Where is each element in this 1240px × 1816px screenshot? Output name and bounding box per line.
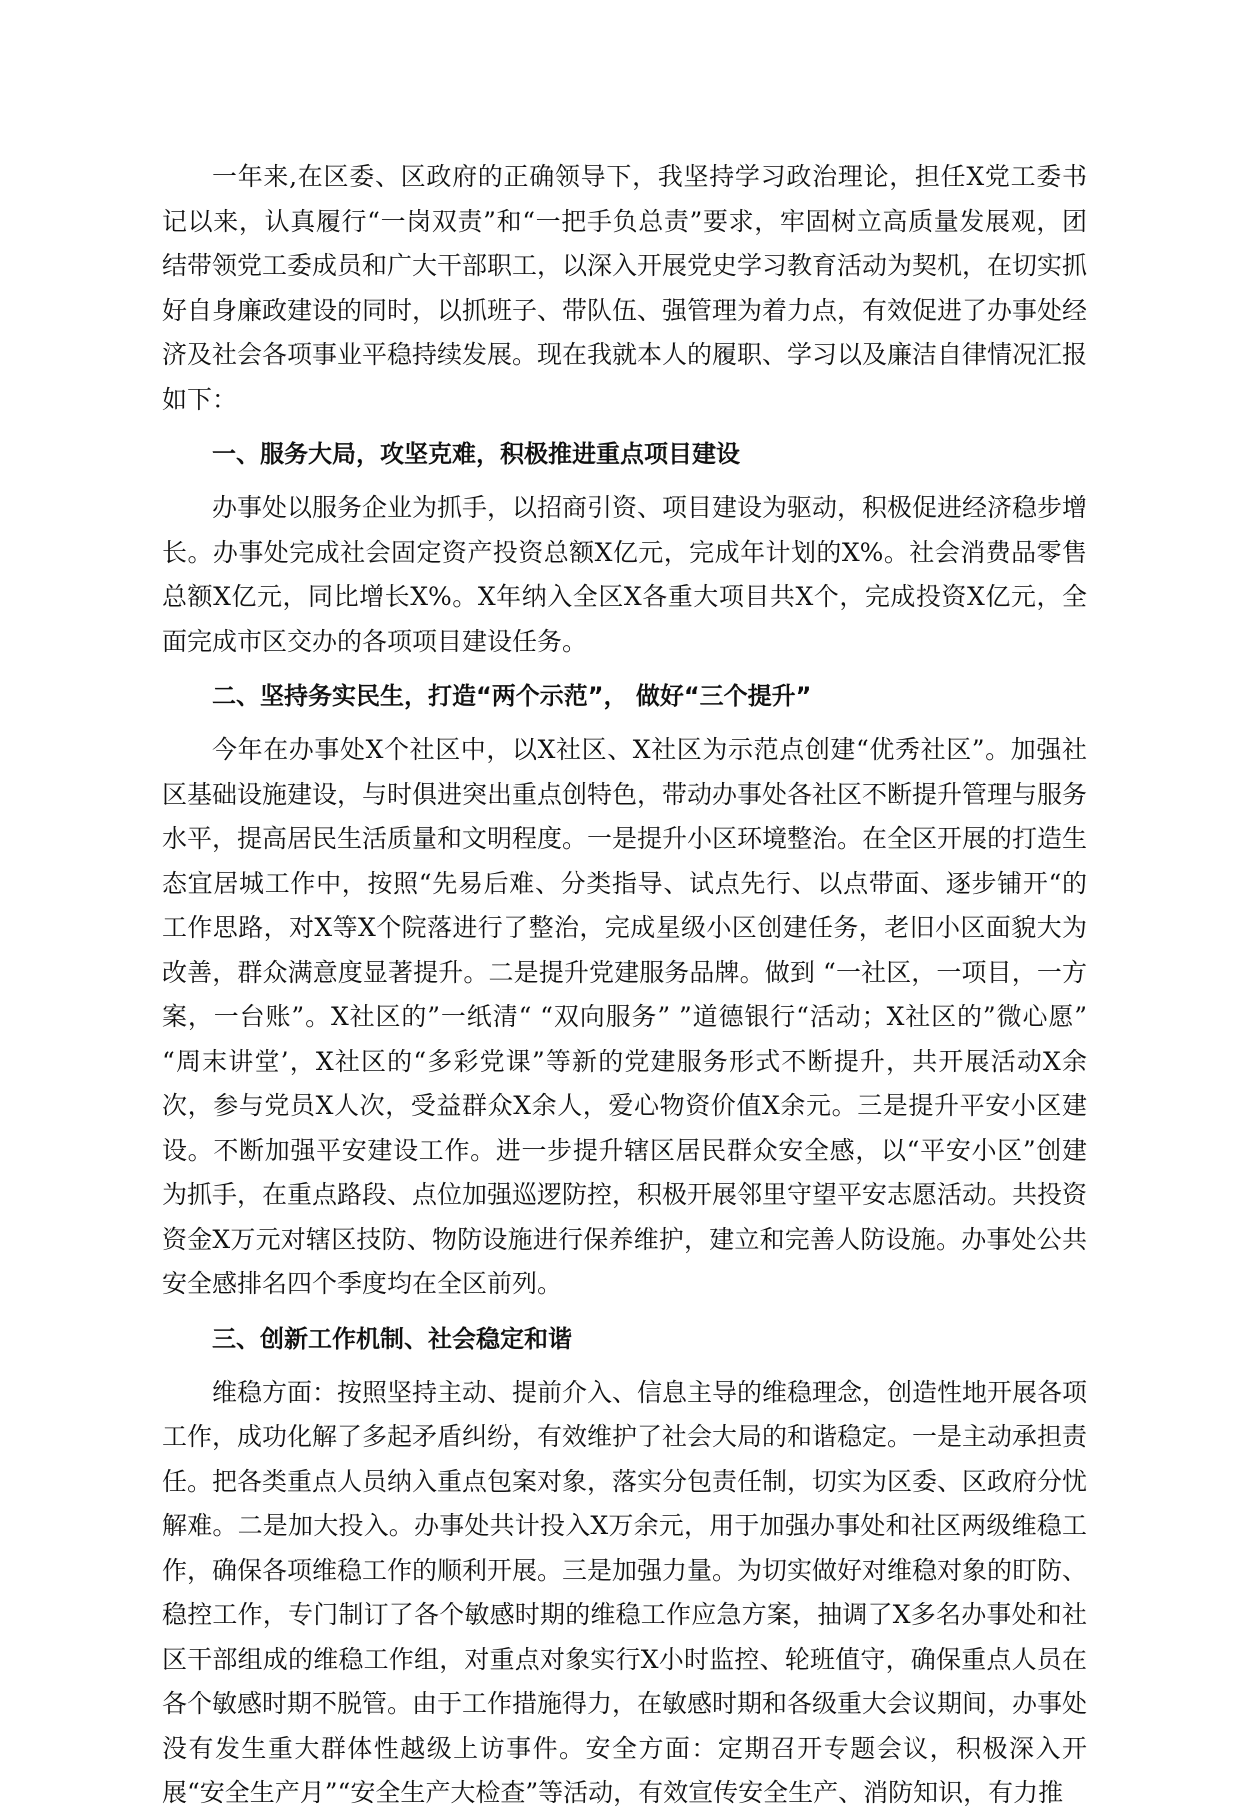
- section-1-body: 办事处以服务企业为抓手，以招商引资、项目建设为驱动，积极促进经济稳步增长。办事处完成社会固定资产投资总额X亿元，完成年计划的X%。社会消费品零售总额X亿元，同比增长X%。X年纳入全区X各重大项目共X个，完成投资X亿元，全面完成市区交办的各项项目建设任务。: [162, 493, 1088, 656]
- section-1-heading: 一、服务大局，攻坚克难，积极推进重点项目建设: [212, 440, 740, 468]
- section-2-body: 今年在办事处X个社区中，以X社区、X社区为示范点创建“优秀社区”。加强社区基础设施建设，与时俱进突出重点创特色，带动办事处各社区不断提升管理与服务水平，提高居民生活质量和文明程度。一是提升小区环境整治。在全区开展的打造生态宜居城工作中，按照“先易后难、分类指导、试点先行、以点带面、逐步铺开“的工作思路，对X等X个院落进行了整治，完成星级小区创建任务，老旧小区面貌大为改善，群众满意度显著提升。二是提升党建服务品牌。做到 “一社区，一项目，一方案，一台账”。X社区的”一纸清“ “双向服务” ”道德银行“活动；X社区的”微心愿” “周末讲堂’，X社区的“多彩党课”等新的党建服务形式不断提升，共开展活动X余次，参与党员X人次，受益群众X余人，爱心物资价值X余元。三是提升平安小区建设。不断加强平安建设工作。进一步提升辖区居民群众安全感，以“平安小区”创建为抓手，在重点路段、点位加强巡逻防控，积极开展邻里守望平安志愿活动。共投资资金X万元对辖区技防、物防设施进行保养维护，建立和完善人防设施。办事处公共安全感排名四个季度均在全区前列。: [162, 735, 1088, 1298]
- section-3-body: 维稳方面：按照坚持主动、提前介入、信息主导的维稳理念，创造性地开展各项工作，成功化解了多起矛盾纠纷，有效维护了社会大局的和谐稳定。一是主动承担责任。把各类重点人员纳入重点包案对象，落实分包责任制，切实为区委、区政府分忧解难。二是加大投入。办事处共计投入X万余元，用于加强办事处和社区两级维稳工作，确保各项维稳工作的顺利开展。三是加强力量。为切实做好对维稳对象的盯防、稳控工作，专门制订了各个敏感时期的维稳工作应急方案，抽调了X多名办事处和社区干部组成的维稳工作组，对重点对象实行X小时监控、轮班值守，确保重点人员在各个敏感时期不脱管。由于工作措施得力，在敏感时期和各级重大会议期间，办事处没有发生重大群体性越级上访事件。安全方面：定期召开专题会议，积极深入开展“安全生产月”“安全生产大检查”等活动，有效宣传安全生产、消防知识，有力推: [162, 1377, 1088, 1807]
- document-page: [162, 155, 1087, 1816]
- section-3-heading: 三、创新工作机制、社会稳定和谐: [212, 1324, 572, 1353]
- intro-paragraph: 一年来,在区委、区政府的正确领导下，我坚持学习政治理论，担任X党工委书记以来，认真履行“一岗双责”和“一把手负总责”要求，牢固树立高质量发展观，团结带领党工委成员和广大干部职工，以深入开展党史学习教育活动为契机，在切实抓好自身廉政建设的同时，以抓班子、带队伍、强管理为着力点，有效促进了办事处经济及社会各项事业平稳持续发展。现在我就本人的履职、学习以及廉洁自律情况汇报如下：: [162, 162, 1088, 414]
- section-2-heading: 二、坚持务实民生，打造“两个示范”， 做好“三个提升”: [212, 682, 812, 710]
